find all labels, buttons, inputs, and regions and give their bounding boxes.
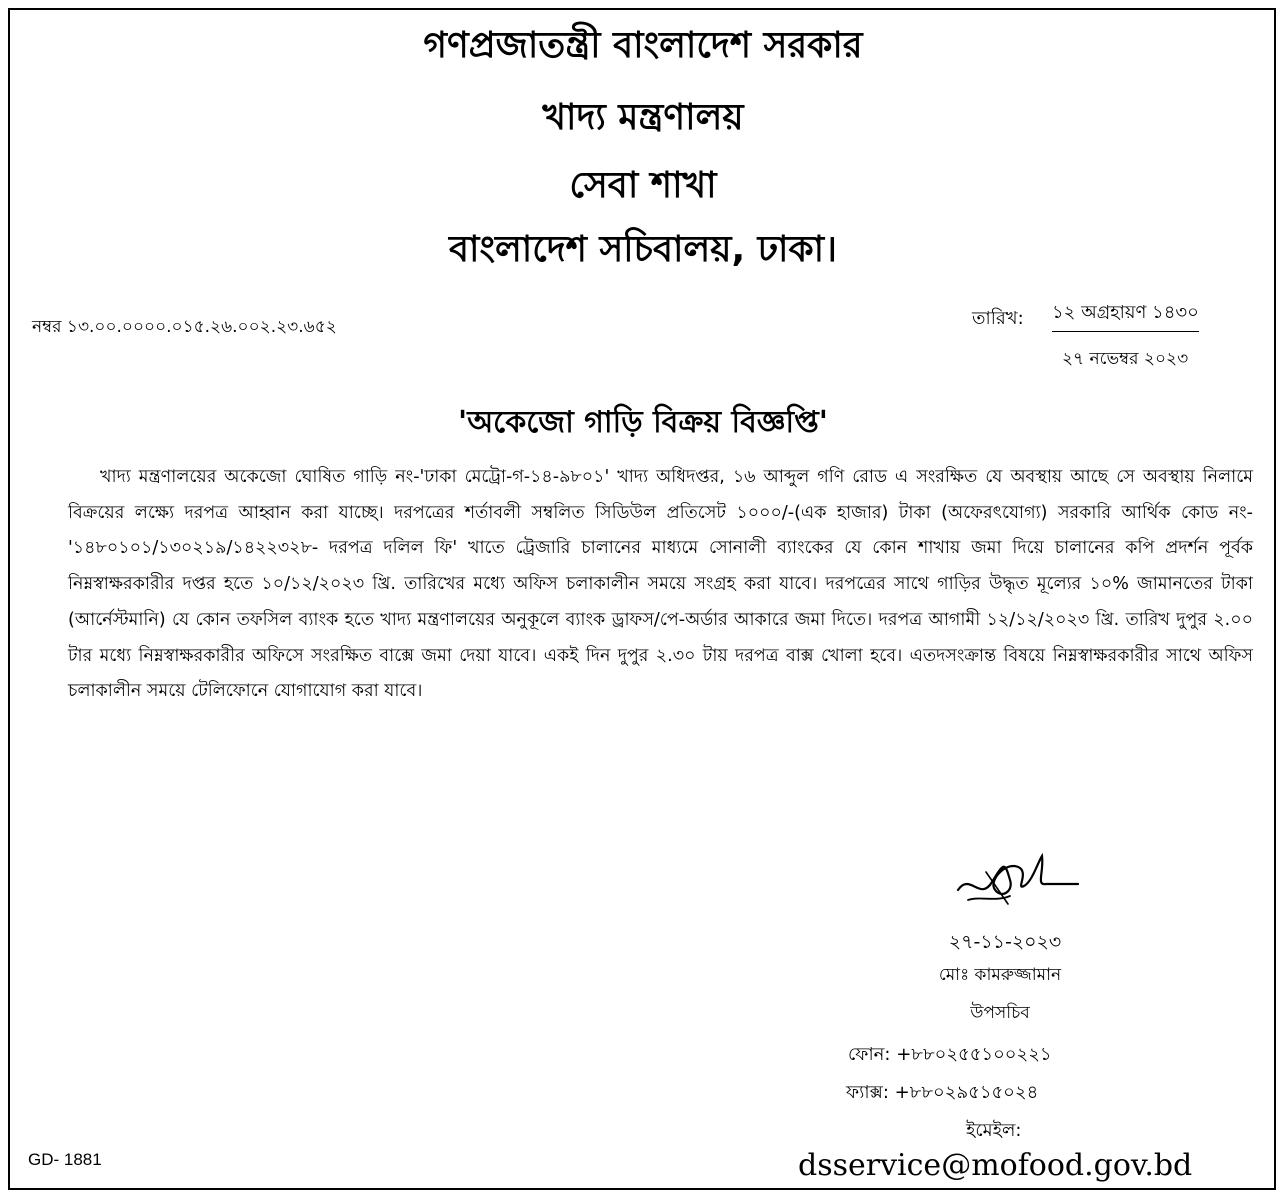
header-government: গণপ্রজাতন্ত্রী বাংলাদেশ সরকার bbox=[423, 25, 863, 66]
notice-title: 'অকেজো গাড়ি বিক্রয় বিজ্ঞপ্তি' bbox=[458, 405, 828, 440]
header-address: বাংলাদেশ সচিবালয়, ঢাকা। bbox=[449, 229, 837, 270]
header-section: সেবা শাখা bbox=[569, 165, 717, 206]
footer-code: GD- 1881 bbox=[28, 1150, 102, 1169]
notice-body: খাদ্য মন্ত্রণালয়ের অকেজো ঘোষিত গাড়ি নং-'ঢাকা মেট্রো-গ-১৪-৯৮০১' খাদ্য অধিদপ্তর, ১৬ আব্দুল গণি রোড এ সংরক্ষিত যে অবস্থায় আছে সে অবস্থায় নিলামে বিক্রয়ের লক্ষ্যে দরপত্র আহ্বান করা যাচ্ছে। দরপত্রের শর্তাবলী সম্বলিত সিডিউল প্রতিসেট ১০০০/-(এক হাজার) টাকা (অফেরৎযোগ্য) সরকারি আর্থিক কোড নং-'১৪৮০১০১/১৩০২১৯/১৪২২৩২৮- দরপত্র দলিল ফি' খাতে ট্রেজারি চালানের মাধ্যমে সোনালী ব্যাংকের যে কোন শাখায় জমা দিয়ে চালানের কপি প্রদর্শন পূর্বক নিম্নস্বাক্ষরকারীর দপ্তর হতে ১০/১২/২০২৩ খ্রি. তারিখের মধ্যে অফিস চলাকালীন সময়ে সংগ্রহ করা যাবে। দরপত্রের সাথে গাড়ির উদ্ধৃত মূল্যের ১০% জামানতের টাকা (আর্নেস্টমানি) যে কোন তফসিল ব্যাংক হতে খাদ্য মন্ত্রণালয়ের অনুকূলে ব্যাংক ড্রাফস/পে-অর্ডার আকারে জমা দিতে। দরপত্র আগামী ১২/১২/২০২৩ খ্রি. তারিখ দুপুর ২.০০ টার মধ্যে নিম্নস্বাক্ষরকারীর অফিসে সংরক্ষিত বাক্সে জমা দেয়া যাবে। একই দিন দুপুর ২.৩০ টায় দরপত্র বাক্স খোলা হবে। এতদসংক্রান্ত বিষয়ে নিম্নস্বাক্ষরকারীর সাথে অফিস চলাকালীন সময়ে টেলিফোনে যোগাযোগ করা যাবে। bbox=[68, 467, 1253, 702]
memo-number: নম্বর ১৩.০০.০০০০.০১৫.২৬.০০২.২৩.৬৫২ bbox=[32, 317, 337, 337]
phone-number: ফোন: +৮৮০২৫৫১০০২২১ bbox=[848, 1044, 1052, 1065]
date-label: তারিখ: bbox=[972, 308, 1024, 329]
email-address[interactable]: dsservice@mofood.gov.bd bbox=[798, 1148, 1193, 1183]
fax-number: ফ্যাক্স: +৮৮০২৯৫১৫০২৪ bbox=[846, 1082, 1039, 1103]
signature-image bbox=[950, 842, 1080, 912]
header-ministry: খাদ্য মন্ত্রণালয় bbox=[542, 97, 744, 138]
date-bangla: ১২ অগ্রহায়ণ ১৪৩০ bbox=[1052, 298, 1199, 332]
email-label: ইমেইল: bbox=[966, 1120, 1022, 1141]
signatory-designation: উপসচিব bbox=[970, 1003, 1030, 1023]
date-gregorian: ২৭ নভেম্বর ২০২৩ bbox=[1062, 349, 1189, 369]
signature-date: ২৭-১১-২০২৩ bbox=[948, 931, 1062, 953]
signatory-name: মোঃ কামরুজ্জামান bbox=[938, 965, 1062, 985]
